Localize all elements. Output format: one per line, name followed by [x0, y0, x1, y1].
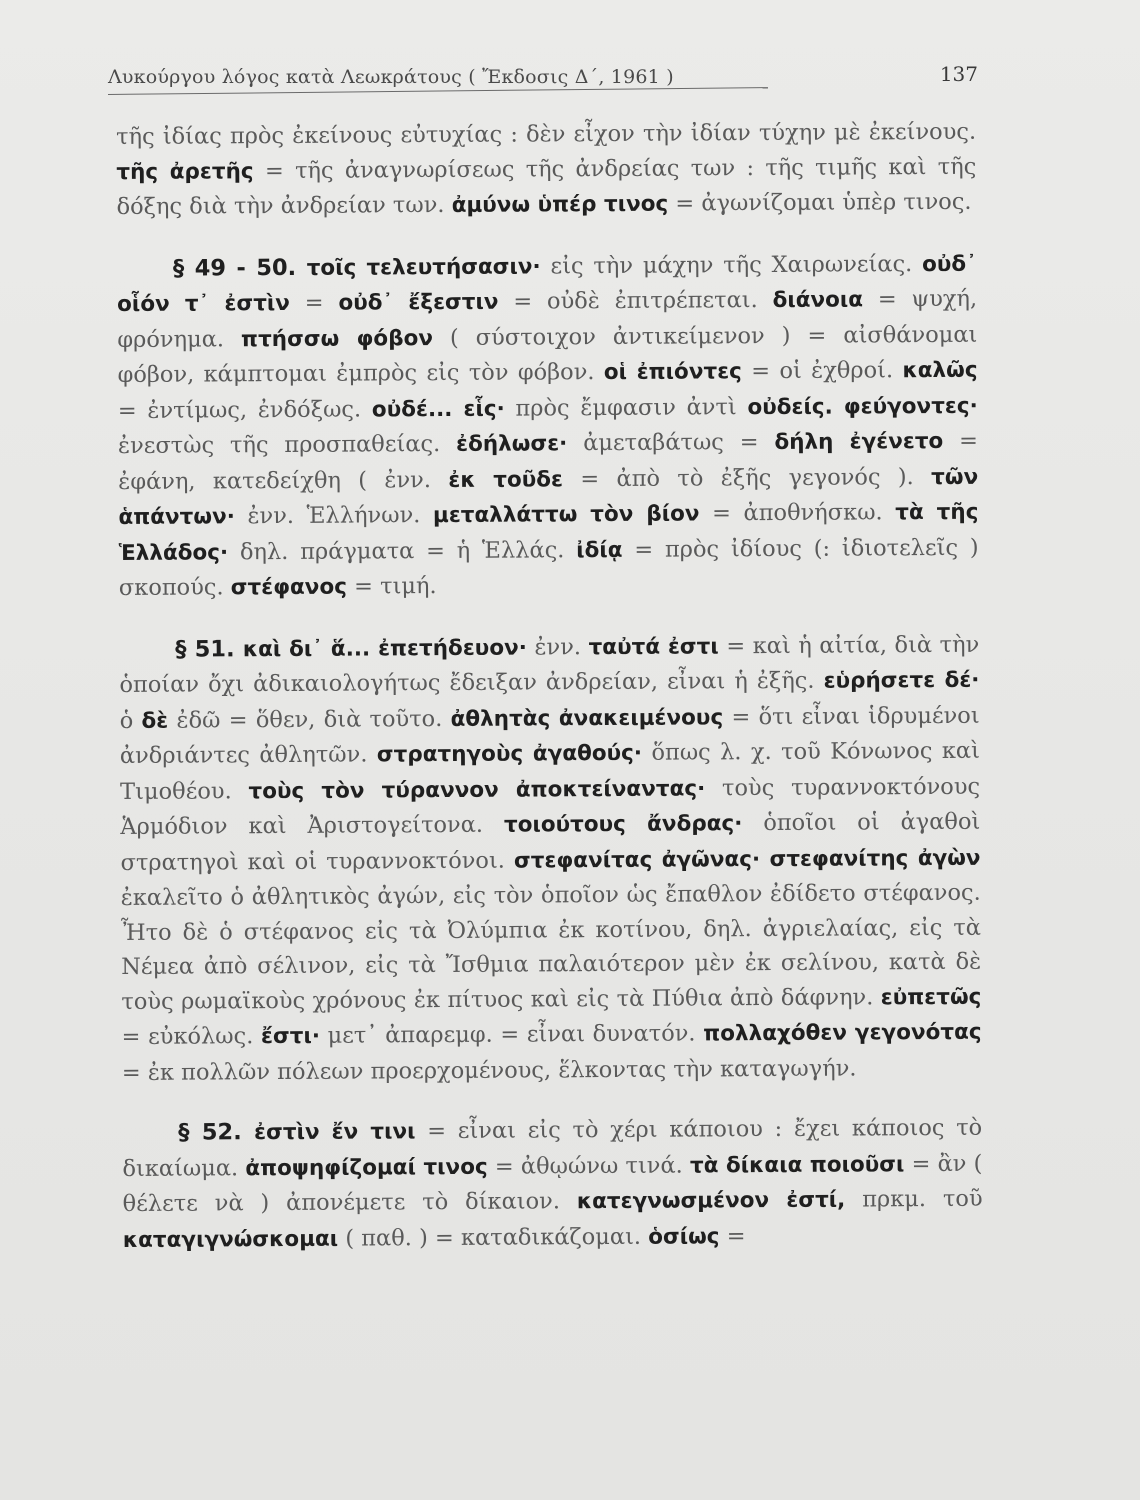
gloss-text: = — [719, 1222, 746, 1249]
page-number: 137 — [939, 62, 978, 86]
gloss-text: ἐνεστὼς τῆς προσπαθείας. — [117, 430, 457, 459]
gloss-text: ἐνν. Ἑλλήνων. — [234, 502, 434, 530]
paragraph-section-52 — [122, 1111, 983, 1258]
gloss-text: μετ᾽ ἀπαρεμφ. = εἶναι δυνατόν. — [319, 1020, 704, 1049]
lemma-term: ἐστὶν ἔν τινι — [254, 1119, 416, 1146]
lemma-term: τὰ δίκαια ποιοῦσι — [689, 1151, 905, 1179]
lemma-term: διάνοια — [772, 287, 864, 313]
gloss-text: = τῆς ἀναγνωρίσεως τῆς ἀνδρείας των : τῆς τιμῆς καὶ τῆς δόξης διὰ τὴν ἀνδρείαν των. — [116, 153, 977, 220]
lemma-term: τὰ τῆς Ἑλλάδος· — [118, 499, 979, 566]
gloss-text: = εὐκόλως. — [121, 1023, 262, 1050]
gloss-text: πρὸς ἔμφασιν ἀντὶ — [504, 393, 748, 422]
lemma-term: οὐδείς. φεύγοντες· — [747, 393, 978, 420]
gloss-text: τοὺς τυραννοκτόνους Ἁρμόδιον καὶ Ἀριστογείτονα. — [120, 773, 981, 840]
lemma-term: μεταλλάττω τὸν βίον — [432, 501, 700, 529]
lemma-term: εὐπετῶς — [880, 984, 982, 1010]
lemma-term: πολλαχόθεν γεγονότας — [703, 1019, 982, 1047]
lemma-term: ἐδήλωσε· — [456, 431, 568, 457]
gloss-text: ἐνν. — [526, 633, 589, 660]
lemma-term: οὐδ᾽ οἷόν τ᾽ ἐστὶν — [117, 251, 977, 317]
gloss-text: ( σύστοιχον ἀντικείμενον ) = αἰσθάνομαι φόβον, κάμπτομαι ἐμπρὸς εἰς τὸν φόβον. — [117, 321, 978, 388]
header-rule — [108, 87, 768, 95]
lemma-term: καταγιγνώσκομαι — [122, 1226, 339, 1253]
lemma-term: οὐδ᾽ ἔξεστιν — [338, 289, 499, 316]
gloss-text: τῆς ἰδίας πρὸς ἐκείνους εὐτυχίας : δὲν εἶχον τὴν ἰδίαν τύχην μὲ ἐκείνους. — [116, 118, 977, 150]
gloss-text: ὅπως λ. χ. τοῦ Κόνωνος καὶ Τιμοθέου. — [120, 737, 980, 805]
gloss-text: = ἀποθνήσκω. — [699, 499, 896, 527]
lemma-term: ὁσίως — [648, 1223, 720, 1250]
lemma-term: ἀμύνω ὑπέρ τινος — [451, 191, 669, 218]
lemma-term: οἱ ἐπιόντες — [603, 359, 742, 386]
gloss-text: εἰς τὴν μάχην τῆς Χαιρωνείας. — [540, 250, 923, 279]
lemma-term: καλῶς — [902, 357, 978, 384]
lemma-term: κατεγνωσμένον ἐστί, — [576, 1187, 846, 1215]
lemma-term: στέφανος — [230, 574, 348, 601]
lemma-term: εὑρήσετε δέ· — [823, 667, 980, 694]
gloss-text: ( παθ. ) = καταδικάζομαι. — [338, 1223, 649, 1252]
lemma-term: καὶ δι᾽ ἅ... ἐπετήδευον· — [242, 635, 527, 662]
paragraph-intro — [116, 115, 977, 226]
gloss-text: ἀμεταβάτως = — [567, 428, 775, 457]
section-marker: § 51. — [175, 635, 243, 663]
gloss-text: ἐδῶ = ὅθεν, διὰ τοῦτο. — [168, 705, 451, 734]
gloss-text: πρκμ. τοῦ — [845, 1185, 983, 1213]
gloss-text: = οὐδὲ ἐπιτρέπεται. — [498, 286, 773, 315]
lemma-term: δήλη ἐγένετο — [774, 428, 944, 455]
running-title: Λυκούργου λόγος κατὰ Λεωκράτους ( Ἔκδοσις Δ΄, 1961 ) — [108, 66, 674, 88]
gloss-text: = ὅτι εἶναι ἱδρυμένοι ἀνδριάντες ἀθλητῶν. — [119, 702, 980, 769]
lemma-term: ταὐτά ἐστι — [588, 633, 719, 660]
gloss-text: = ἀγωνίζομαι ὑπὲρ τινος. — [668, 188, 972, 217]
section-marker: § 52. — [178, 1119, 255, 1146]
running-header — [108, 62, 978, 94]
lemma-term: ἔστι· — [260, 1023, 321, 1050]
gloss-text: ὁποῖοι οἱ ἀγαθοὶ στρατηγοὶ καὶ οἱ τυραννοκτόνοι. — [120, 808, 981, 876]
lemma-term: ἰδίᾳ — [576, 537, 623, 563]
lemma-term: πτήσσω φόβον — [240, 325, 434, 352]
gloss-text: = πρὸς ἰδίους (: ἰδιοτελεῖς ) σκοπούς. — [118, 534, 979, 601]
lemma-term: τοῖς τελευτήσασιν· — [306, 253, 541, 281]
lemma-term: στρατηγοὺς ἀγαθούς· — [376, 740, 643, 768]
gloss-text: ἐκαλεῖτο ὁ ἀθλητικὸς ἀγών, εἰς τὸν ὁποῖον ὡς ἔπαθλον ἐδίδετο στέφανος. Ἦτο δὲ ὁ στέφανος εἰς τὰ Ὀλύμπια ἐκ κοτίνου, δηλ. ἀγριελαίας, εἰς τὰ Νέμεα ἀπὸ σέλινον, εἰς τὰ Ἴσθμια παλαιότερον μὲν ἐκ σελίνου, κατὰ δὲ τοὺς ρωμαϊκοὺς χρόνους ἐκ πίτυος καὶ εἰς τὰ Πύθια ἀπὸ δάφνην. — [120, 879, 982, 1015]
gloss-text: = εἶναι εἰς τὸ χέρι κάποιου : ἔχει κάποιος τὸ δικαίωμα. — [122, 1114, 983, 1182]
lemma-term: τῶν ἁπάντων· — [118, 464, 979, 530]
lemma-term: στεφανίτας ἀγῶνας· στεφανίτης ἀγὼν — [513, 845, 981, 874]
section-marker: § 49 - 50. — [172, 254, 307, 282]
lemma-term: τῆς ἀρετῆς — [116, 158, 254, 185]
lemma-term: ἐκ τοῦδε — [448, 466, 564, 493]
gloss-text: = ψυχή, φρόνημα. — [117, 285, 978, 353]
lemma-term: τοιούτους ἄνδρας· — [503, 811, 743, 838]
gloss-text: = ἀθῳώνω τινά. — [487, 1152, 691, 1180]
gloss-text: = ἐφάνη, κατεδείχθη ( ἐνν. — [118, 427, 979, 495]
gloss-text: = — [289, 289, 339, 316]
commentary-body — [116, 115, 983, 1258]
lemma-term: τοὺς τὸν τύραννον ἀποκτείναντας· — [248, 775, 706, 804]
gloss-text: = ἐκ πολλῶν πόλεων προερχομένους, ἕλκοντας τὴν καταγωγήν. — [121, 1054, 857, 1086]
lemma-term: ἀποψηφίζομαί τινος — [245, 1154, 488, 1181]
gloss-text: = καὶ ἡ αἰτία, διὰ τὴν ὁποίαν ὄχι ἀδικαιολογήτως ἔδειξαν ἀνδρείαν, εἶναι ἡ ἐξῆς. — [119, 631, 980, 698]
gloss-text: δηλ. πράγματα = ἡ Ἑλλάς. — [228, 536, 577, 565]
paragraph-section-49-50 — [117, 246, 979, 606]
gloss-text: = οἱ ἐχθροί. — [741, 357, 903, 385]
gloss-text: = ἀπὸ τὸ ἐξῆς γεγονός ). — [562, 463, 932, 492]
gloss-text: = τιμή. — [346, 573, 437, 600]
gloss-text: = ἐντίμως, ἐνδόξως. — [117, 395, 372, 424]
gloss-text: = ἂν ( θέλετε νὰ ) ἀπονέμετε τὸ δίκαιον. — [122, 1150, 983, 1217]
lemma-term: δὲ — [141, 708, 169, 734]
gloss-text: ὁ — [119, 707, 142, 734]
lemma-term: ἀθλητὰς ἀνακειμένους — [450, 704, 724, 732]
paragraph-section-51 — [119, 627, 982, 1090]
lemma-term: οὐδέ... εἷς· — [371, 396, 505, 422]
